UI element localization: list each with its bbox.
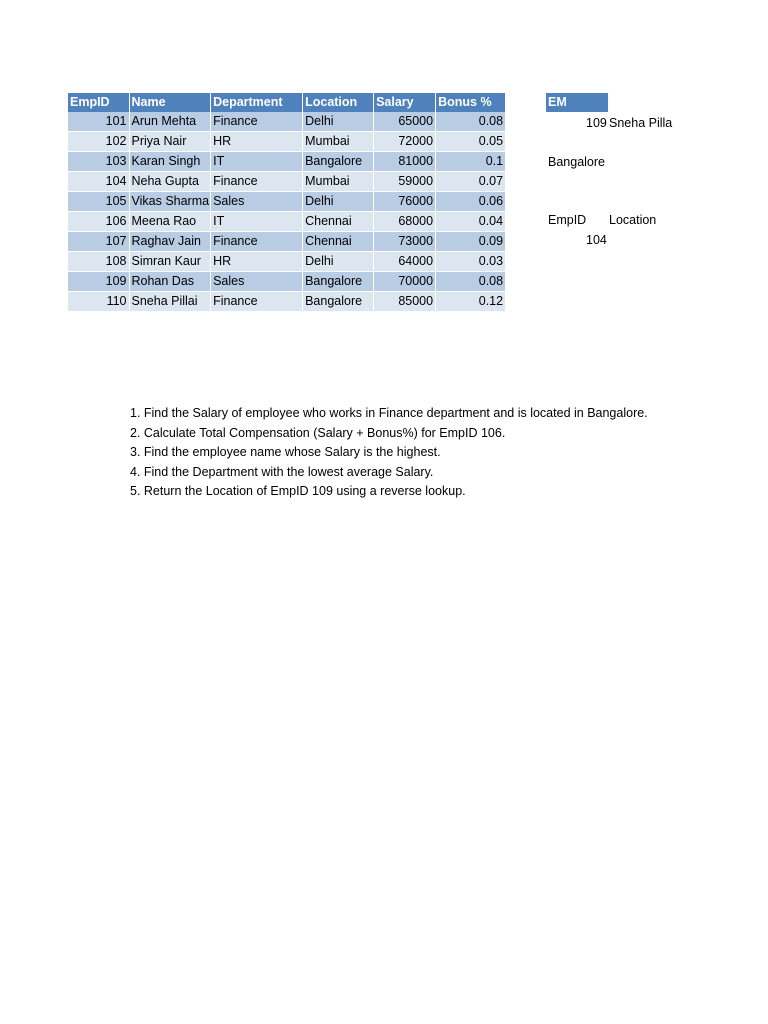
question-list [130,404,648,502]
empid-value-cell[interactable]: 104 [586,233,607,247]
cell-department[interactable]: Finance [211,232,303,252]
cell-name[interactable]: Arun Mehta [129,112,211,132]
cell-salary[interactable]: 72000 [374,132,436,152]
cell-department[interactable]: IT [211,212,303,232]
cell-name[interactable]: Vikas Sharma [129,192,211,212]
cell-department[interactable]: Sales [211,272,303,292]
cell-name[interactable]: Priya Nair [129,132,211,152]
cell-empid[interactable]: 108 [68,252,129,272]
cell-name[interactable]: Neha Gupta [129,172,211,192]
cell-location[interactable]: Delhi [303,192,374,212]
header-bonus[interactable]: Bonus % [436,93,506,112]
table-row [68,292,506,312]
lookup-empid-cell[interactable]: 109 [586,116,607,130]
cell-department[interactable]: Finance [211,292,303,312]
cell-empid[interactable]: 102 [68,132,129,152]
cell-name[interactable]: Rohan Das [129,272,211,292]
cell-location[interactable]: Mumbai [303,132,374,152]
table-row [68,272,506,292]
cell-location[interactable]: Bangalore [303,292,374,312]
cell-location[interactable]: Bangalore [303,152,374,172]
cell-bonus[interactable]: 0.06 [436,192,506,212]
em-header-cell[interactable]: EM [546,93,608,112]
header-empid[interactable]: EmpID [68,93,129,112]
cell-location[interactable]: Chennai [303,232,374,252]
location-result-cell[interactable]: Bangalore [548,155,605,169]
cell-salary[interactable]: 73000 [374,232,436,252]
cell-location[interactable]: Chennai [303,212,374,232]
cell-bonus[interactable]: 0.08 [436,272,506,292]
table-row [68,152,506,172]
lookup-name-cell[interactable]: Sneha Pilla [609,116,673,130]
cell-name[interactable]: Karan Singh [129,152,211,172]
cell-empid[interactable]: 103 [68,152,129,172]
header-department[interactable]: Department [211,93,303,112]
cell-empid[interactable]: 107 [68,232,129,252]
cell-name[interactable]: Simran Kaur [129,252,211,272]
cell-bonus[interactable]: 0.07 [436,172,506,192]
employee-table [68,93,506,312]
question-item[interactable]: 3. Find the employee name whose Salary is the highest. [130,445,441,459]
cell-bonus[interactable]: 0.12 [436,292,506,312]
cell-bonus[interactable]: 0.1 [436,152,506,172]
cell-location[interactable]: Mumbai [303,172,374,192]
cell-empid[interactable]: 101 [68,112,129,132]
table-row [68,232,506,252]
question-item[interactable]: 5. Return the Location of EmpID 109 using a reverse lookup. [130,484,466,498]
cell-salary[interactable]: 76000 [374,192,436,212]
cell-salary[interactable]: 68000 [374,212,436,232]
cell-name[interactable]: Meena Rao [129,212,211,232]
cell-department[interactable]: HR [211,252,303,272]
cell-bonus[interactable]: 0.05 [436,132,506,152]
cell-salary[interactable]: 81000 [374,152,436,172]
question-item[interactable]: 2. Calculate Total Compensation (Salary + Bonus%) for EmpID 106. [130,425,506,440]
question-item[interactable]: 1. Find the Salary of employee who works in Finance department and is located in Bangalore. [130,406,648,420]
table-row [68,212,506,232]
question-item[interactable]: 4. Find the Department with the lowest average Salary. [130,464,434,479]
cell-salary[interactable]: 59000 [374,172,436,192]
cell-name[interactable]: Sneha Pillai [129,292,211,312]
cell-department[interactable]: Finance [211,172,303,192]
cell-salary[interactable]: 65000 [374,112,436,132]
location-label-cell[interactable]: Location [609,213,657,227]
table-header-row [68,93,506,112]
table-row [68,112,506,132]
cell-salary[interactable]: 70000 [374,272,436,292]
cell-department[interactable]: Sales [211,192,303,212]
table-row [68,252,506,272]
cell-empid[interactable]: 106 [68,212,129,232]
cell-bonus[interactable]: 0.03 [436,252,506,272]
cell-location[interactable]: Delhi [303,112,374,132]
table-row [68,172,506,192]
header-name[interactable]: Name [129,93,211,112]
cell-department[interactable]: Finance [211,112,303,132]
cell-location[interactable]: Delhi [303,252,374,272]
cell-salary[interactable]: 85000 [374,292,436,312]
table-row [68,132,506,152]
table-row [68,192,506,212]
cell-department[interactable]: IT [211,152,303,172]
cell-empid[interactable]: 109 [68,272,129,292]
cell-bonus[interactable]: 0.09 [436,232,506,252]
cell-bonus[interactable]: 0.04 [436,212,506,232]
cell-empid[interactable]: 105 [68,192,129,212]
header-location[interactable]: Location [303,93,374,112]
cell-empid[interactable]: 110 [68,292,129,312]
table-body [68,112,506,312]
cell-department[interactable]: HR [211,132,303,152]
cell-location[interactable]: Bangalore [303,272,374,292]
cell-salary[interactable]: 64000 [374,252,436,272]
cell-name[interactable]: Raghav Jain [129,232,211,252]
empid-label-cell[interactable]: EmpID [548,213,587,227]
cell-empid[interactable]: 104 [68,172,129,192]
cell-bonus[interactable]: 0.08 [436,112,506,132]
header-salary[interactable]: Salary [374,93,436,112]
